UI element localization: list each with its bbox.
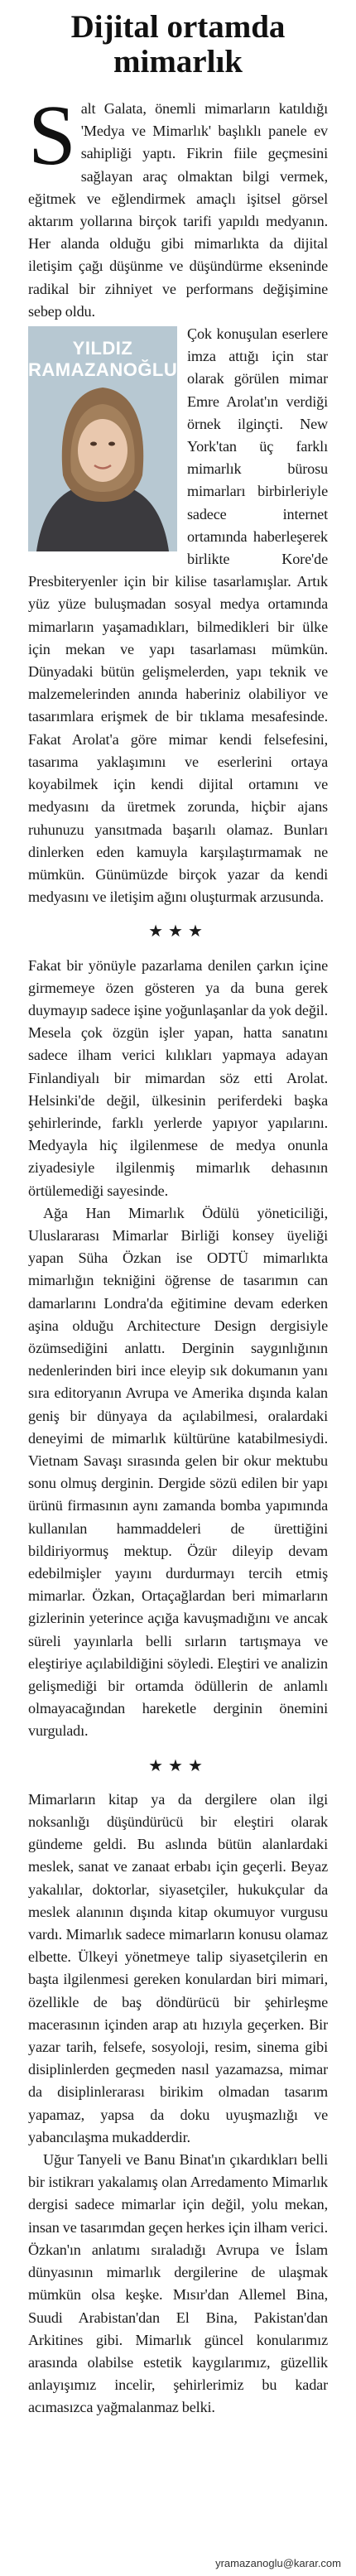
paragraph: Ağa Han Mimarlık Ödülü yöneticiliği, Uluslararası Mimarlar Birliği konsey üyeliği yapan Süha Özkan ise ODTÜ mimarlıkta mimarlığın tekniğini öğrense de tasarımın can damarlarını Londra'da eğitimine devam ederken aşina olduğu Architecture Design dergisiyle özümsediğini anlattı. Derginin saygınlığının nedenlerinden biri ince eleyip sık dokumanın yanı sıra editoryanın Avrupa ve Amerika dışında kalan geniş bir dünyaya da açılabilmesi, oralardaki deneyimi de mimarlık kültürüne katabilmesiydi. Vietnam Savaşı sırasında gelen bir okur mektubu sonu olmuş derginin. Dergide sözü edilen bir yapı ürünü firmasının aynı zamanda bomba yapımında kullanılan hammaddeleri de ürettiğini bildiriyormuş mektup. Özür dileyip devam edebilmişler yayını durdurmayı tercih etmiş mimarlar. Özkan, Ortaçağlardan beri mimarların gizlerinin yeterince açığa kavuşmadığını ve ancak süreli yayınlarla belli sırların tartışmaya ve eleştiriye açılabildiğini söyledi. Eleştiri ve analizin gelişmediği bir ortamda ödüllerin de anlamlı olmayacağından hareketle derginin önemini vurguladı. xyxy=(28,1204,328,1740)
drop-cap: S xyxy=(28,88,76,183)
author-name xyxy=(28,338,177,381)
section-separator: ★★★ xyxy=(148,921,208,941)
headline-line-2: mimarlık xyxy=(113,44,243,79)
paragraph: Çok konuşulan eserlere imza attığı için star olarak görülen mimar Emre Arolat'ın verdiği örnek ilginçti. New York'tan üç farklı mimarlık bürosu mimarları birbirleriyle sadece internet ortamında haberleşerek birlikte Kore'de Presbiteryenler için bir kilise tasarlamışlar. Artık yüz yüze buluşmadan sosyal medya ortamında mimarların yaşamadıkları, bilmedikleri bir ülke için mekan ve yapı tasarlaması mümkün. Dünyadaki bütün gelişmelerden, yapı teknik ve malzemelerinden anında haberiniz olabiliyor ve tasarımlara erişmek de bir tıklama mesafesinde. Fakat Arolat'a göre mimar kendi felsefesini, tasarıma yaklaşımını ve eserlerini ortaya koyabilmek için kendi dijital ortamını ve medyasını da üretmek zorunda, hiçbir ajans ruhunuzu yansıtmada başarılı olamaz. Bunları dinlerken eden kamuyla karşılaştırmamak ne mümkün. Günümüzde birçok yazar da kendi medyasını ve iletişim ağını oluşturmak arzusunda. xyxy=(28,325,328,906)
author-last-name: RAMAZANOĞLU xyxy=(28,359,177,381)
author-portrait xyxy=(28,326,177,551)
article-headline xyxy=(28,10,328,79)
paragraph-text: alt Galata, önemli mimarların katıldığı 'Medya ve Mimarlık' başlıklı panele ev sahipliği yaptı. Fikrin fiile geçmesini sağlayan araç olmaktan bilgi vermek, eğitmek ve eğlendirmek amaçlı işitsel görsel aktarım yollarına birçok tarifi yapıldı medyanın. Her alanda olduğu gibi mimarlıkta da dijital iletişim çağı düşünme ve düşündürme ekseninde radikal bir zihniyet ve performans değişimine sebep oldu. xyxy=(28,100,328,320)
paragraph: Uğur Tanyeli ve Banu Binat'ın çıkardıkları belli bir istikrarı yakalamış olan Arredamento Mimarlık dergisi sadece mimarlar için değil, yolu mekan, insan ve tasarımdan geçen herkes için ilham verici. Özkan'ın anlatımı sıraladığı Avrupa ve İslam dünyasının mimarlık dergilerine de ulaşmak mümkün olsa keşke. Mısır'dan Allemel Bina, Suudi Arabistan'dan El Bina, Pakistan'dan Arkitines gibi. Mimarlık güncel konularımız arasında olabilse estetik kaygılarımız, güzellik anlayışımız incelir, şehirlerimiz bu kadar acımasızca yağmalanmaz belki. xyxy=(28,2151,328,2416)
paragraph-intro xyxy=(28,88,328,323)
section-separator: ★★★ xyxy=(148,1755,208,1775)
author-email[interactable]: yramazanoglu@karar.com xyxy=(215,2557,341,2569)
paragraph: Mimarların kitap ya da dergilere olan ilgi noksanlığı düşündürücü bir eleştiri olarak gündeme geldi. Bu aslında bütün alanlardaki meslek, sanat ve zanaat erbabı için geçerli. Beyaz yakalılar, doktorlar, siyasetçiler, hukukçular da meslek alanının dışında kitap okumuyor vurgusu vardı. Mimarlık sadece mimarların konusu olamaz elbette. Ülkeyi yönetmeye talip siyasetçilerin en başta ilgilenmesi gereken konulardan biri mimari, özellikle de baş döndürücü bir şehirleşme macerasının içinden arap atı hızıyla geçerken. Bir yazar tarih, felsefe, sosyoloji, resim, sinema gibi disiplinlerden geçmeden nasıl yazamazsa, mimar da disiplinlerarası birikim olmadan tasarım yapamaz, yapsa da doku uyuşmazlığı ve yabancılaşma mukadderdir. xyxy=(28,1790,328,2145)
paragraph: Fakat bir yönüyle pazarlama denilen çarkın içine girmemeye özen gösteren ya da buna gerek duymayıp sadece işine yoğunlaşanlar da yok değil. Mesela çok özgün işler yapan, hatta sanatını sadece ilham verici kılıkları yapmaya adayan Finlandiyalı bir mimardan söz etti Arolat. Helsinki'de değil, ülkesinin periferdeki başka şehirlerinde, farklı yerlerde yapıyor yapılarını. Medyayla hiç ilgilenmese de medya onunla ziyadesiyle ilgilenmiş mimarlık dehasının örtülemediği sayesinde. xyxy=(28,956,328,1199)
headline-line-1: Dijital ortamda xyxy=(70,9,286,45)
author-first-name: YILDIZ xyxy=(72,338,133,359)
article-body xyxy=(28,88,328,2420)
